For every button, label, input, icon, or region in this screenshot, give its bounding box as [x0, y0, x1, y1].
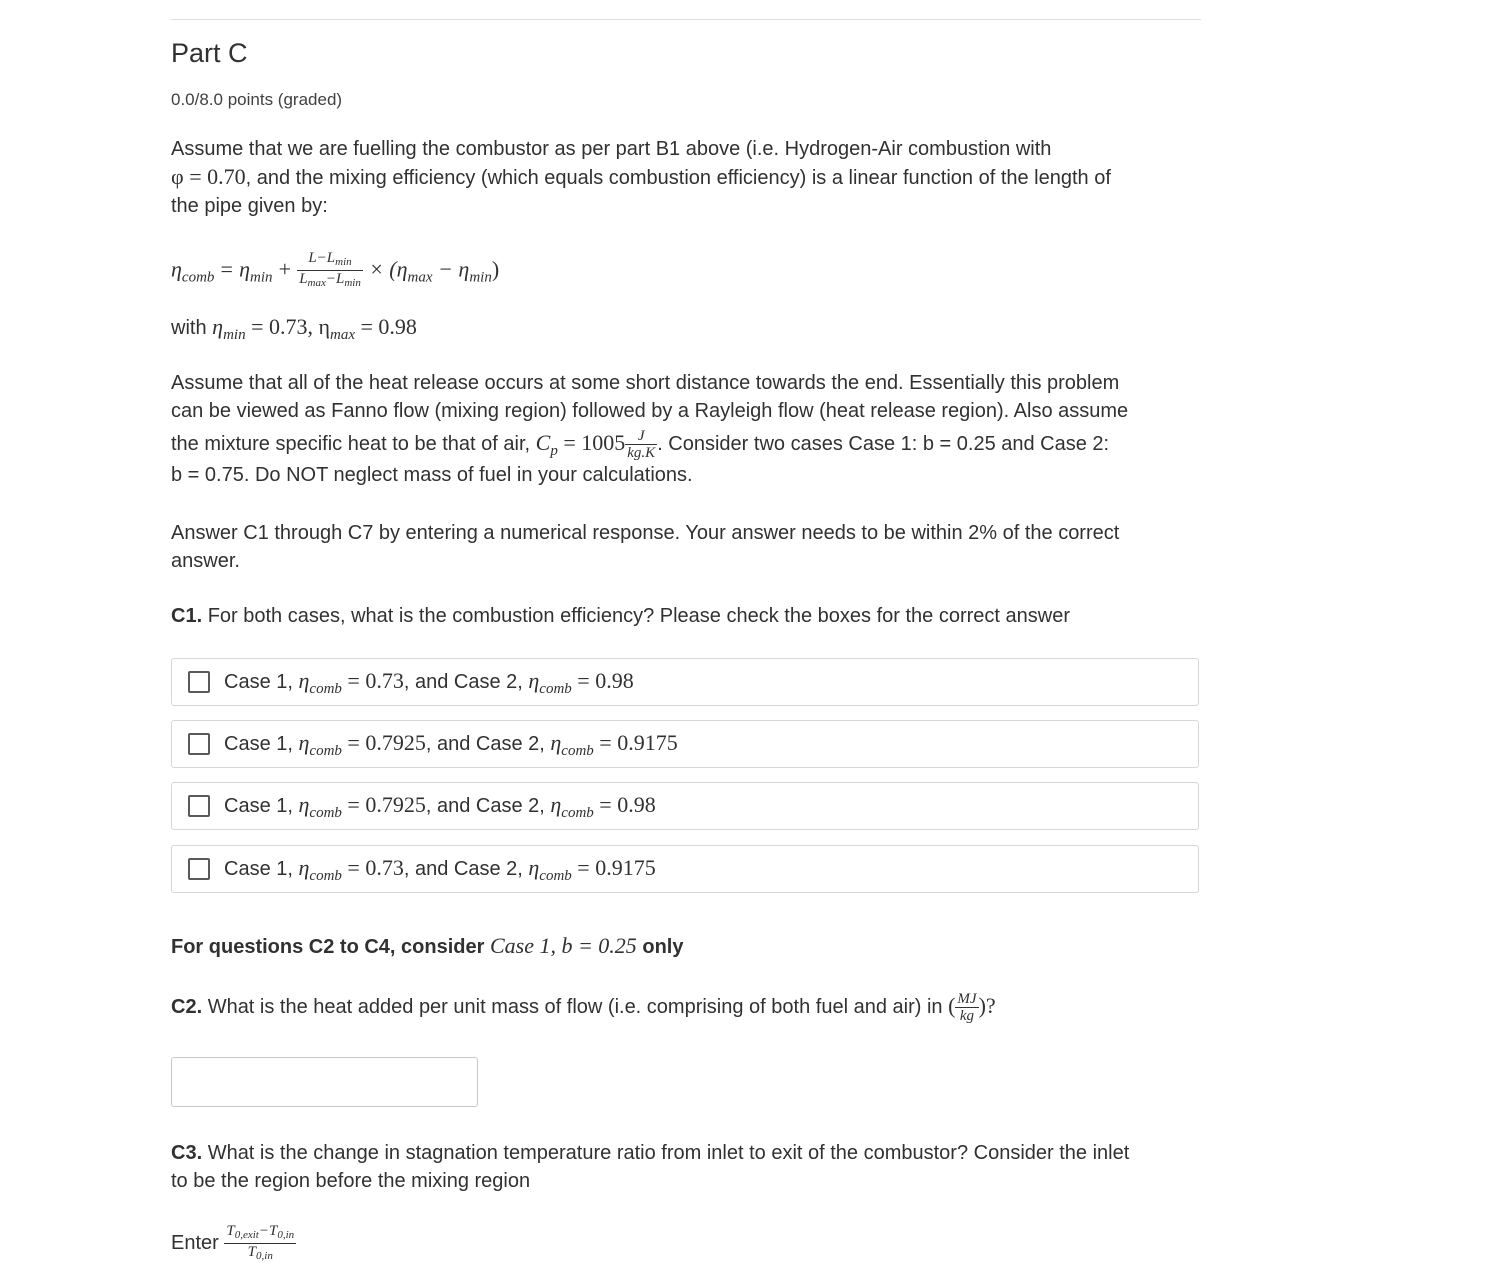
c1-option-2[interactable]	[171, 720, 1199, 768]
intro-paragraph	[171, 135, 1201, 220]
c1-option-3[interactable]	[171, 782, 1199, 830]
checkbox[interactable]	[188, 671, 210, 693]
question-c1: C1. For both cases, what is the combustion efficiency? Please check the boxes for the correct answer	[171, 605, 1070, 627]
option-label: Case 1, $\eta_{comb} = 0.7925$, and Case 2, $\eta_{comb} = 0.9175$	[224, 730, 678, 759]
checkbox[interactable]	[188, 733, 210, 755]
option-label: Case 1, $\eta_{comb} = 0.7925$, and Case 2, $\eta_{comb} = 0.98$	[224, 792, 656, 821]
answer-instructions: Answer C1 through C7 by entering a numerical response. Your answer needs to be within 2% of the correct answer.	[171, 522, 1120, 572]
c1-option-1[interactable]	[171, 658, 1199, 706]
length-fraction: $\frac{L-L_{min}}{L_{max}-L_{min}}$	[299, 250, 361, 289]
checkbox[interactable]	[188, 858, 210, 880]
section-divider	[171, 19, 1201, 20]
intro-line-1: Assume that we are fuelling the combustor as per part B1 above (i.e. Hydrogen-Air combustion with	[171, 138, 1052, 160]
question-c2: C2. What is the heat added per unit mass of flow (i.e. comprising of both fuel and air) in ( $\frac{MJ}{kg}$ )?	[171, 991, 996, 1025]
temperature-ratio-fraction: $\frac{T_{0,exit}-T_{0,in}}{T_{0,in}}$	[226, 1223, 295, 1263]
part-title: Part C	[171, 38, 248, 68]
c3-enter-prompt: Enter $\frac{T_{0,exit}-T_{0,in}}{T_{0,in}}$	[171, 1223, 295, 1263]
cp-unit-fraction: $\frac{J}{kg.K}$	[627, 428, 656, 462]
checkbox[interactable]	[188, 795, 210, 817]
efficiency-formula: $\eta_{comb} = \eta_{min}$ + $\frac{L-L_{min}}{L_{max}-L_{min}}$ × $(\eta_{max} - \eta_{min})$	[171, 250, 500, 289]
intro-line-2: φ = 0.70, and the mixing efficiency (which equals combustion efficiency) is a linear function of the length of	[171, 164, 1111, 189]
mj-per-kg-fraction: $\frac{MJ}{kg}$	[957, 991, 977, 1025]
points-status: 0.0/8.0 points (graded)	[171, 90, 343, 109]
c2-answer-input[interactable]	[171, 1057, 478, 1107]
eta-values: with $\eta_{min} = 0.73$, $\eta_{max} = 0.98$	[171, 314, 417, 343]
phi-equation: φ = 0.70	[171, 164, 246, 189]
case1-heading: For questions C2 to C4, consider Case 1, b = 0.25 only	[171, 933, 684, 958]
option-label: Case 1, $\eta_{comb} = 0.73$, and Case 2, $\eta_{comb} = 0.98$	[224, 668, 634, 697]
option-label: Case 1, $\eta_{comb} = 0.73$, and Case 2, $\eta_{comb} = 0.9175$	[224, 855, 656, 884]
assumption-paragraph: Assume that all of the heat release occurs at some short distance towards the end. Essentially this problem can be viewed as Fanno flow (mixing region) followed by a Rayleigh flow (heat release region). Also assume the mixture specific heat to be that of air, $C_p = 1005$ $\frac{J}{kg.K}$ . Consider two cases Case 1: b = 0.25 and Case 2: b = 0.75. Do NOT neglect mass of fuel in your calculations.	[171, 372, 1129, 486]
c1-option-4[interactable]	[171, 845, 1199, 893]
question-c3: C3. What is the change in stagnation temperature ratio from inlet to exit of the combustor? Consider the inlet to be the region before the mixing region	[171, 1142, 1130, 1192]
intro-line-3: the pipe given by:	[171, 195, 328, 217]
